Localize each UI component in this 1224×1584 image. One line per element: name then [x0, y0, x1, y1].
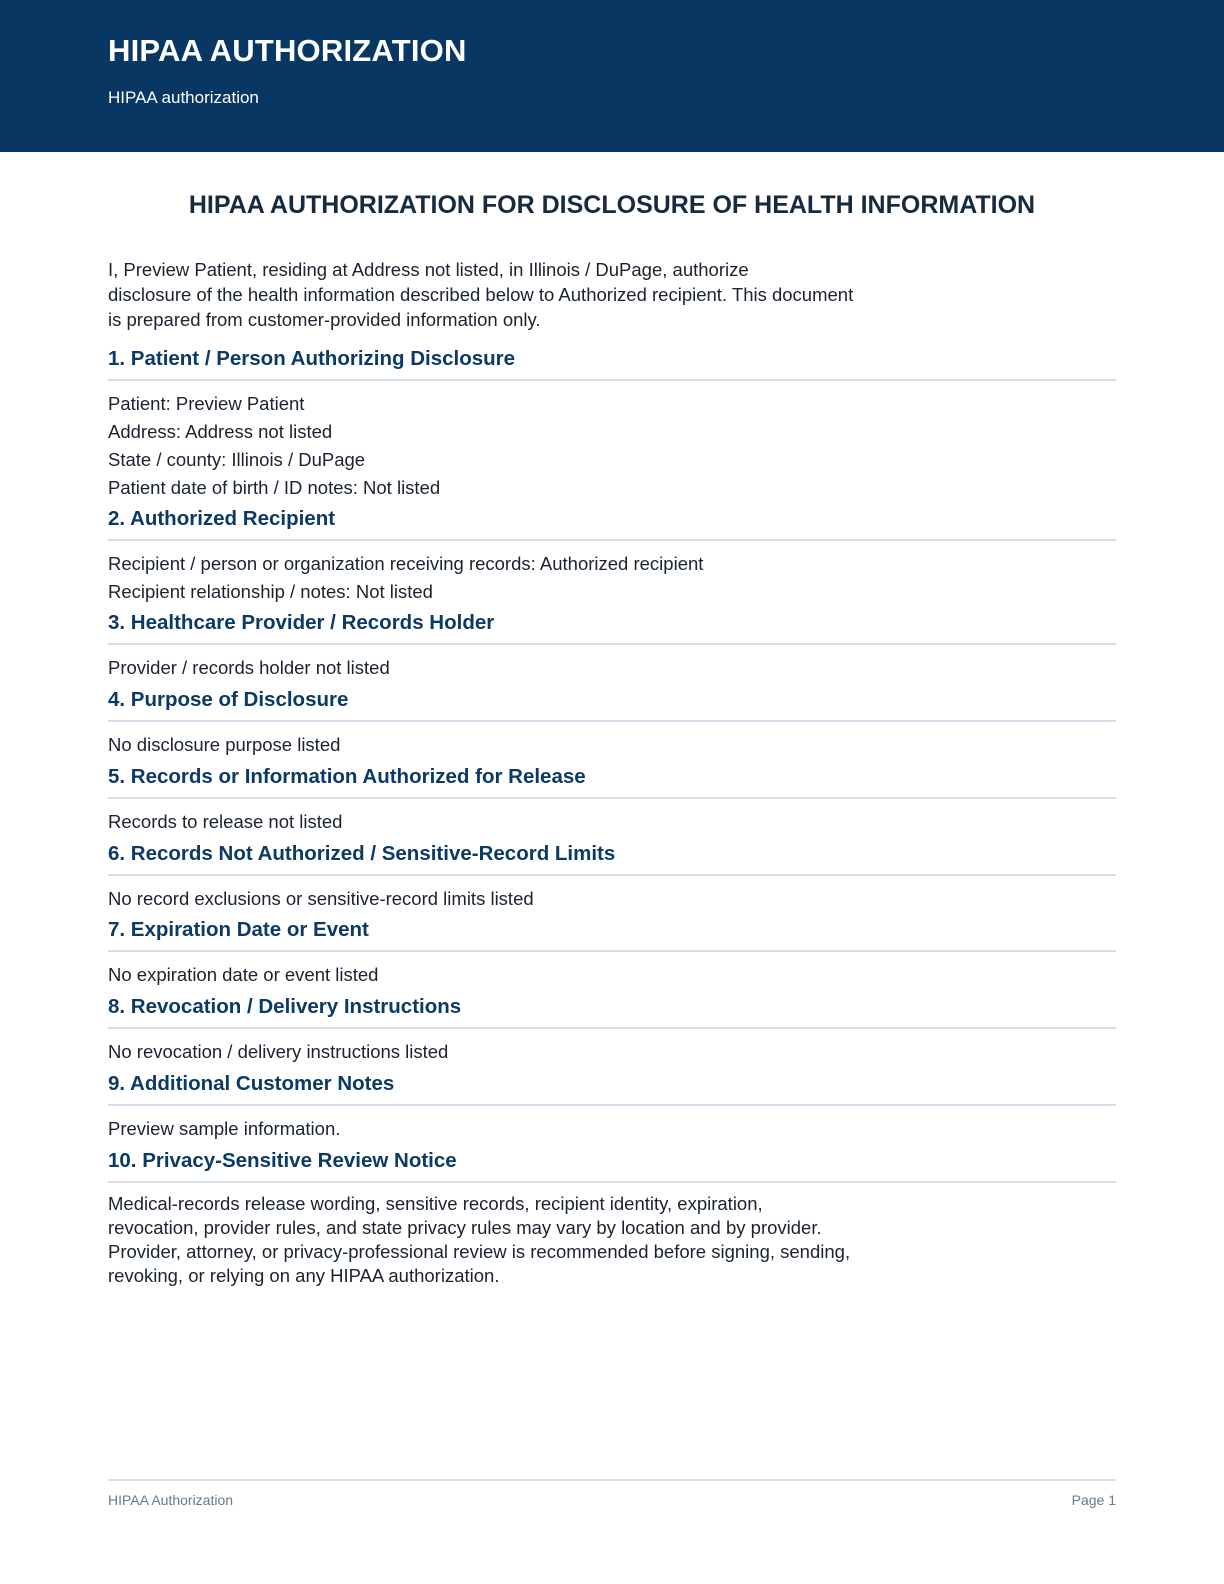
section-line: Records to release not listed — [108, 811, 343, 832]
section-divider — [108, 1181, 1116, 1183]
section-line: revoking, or relying on any HIPAA authorization. — [108, 1265, 500, 1286]
section-line: Medical-records release wording, sensitive records, recipient identity, expiration, — [108, 1193, 763, 1214]
section-line: Patient: Preview Patient — [108, 393, 305, 414]
section-line: No record exclusions or sensitive-record limits listed — [108, 888, 534, 909]
section-body — [108, 885, 1116, 913]
section-heading: 9. Additional Customer Notes — [108, 1072, 395, 1095]
section-line: Preview sample information. — [108, 1118, 341, 1139]
intro-paragraph — [108, 257, 948, 332]
section-body — [108, 550, 1116, 606]
section-heading: 5. Records or Information Authorized for Release — [108, 765, 586, 788]
section-body — [108, 1192, 1116, 1288]
section-heading: 6. Records Not Authorized / Sensitive-Record Limits — [108, 842, 616, 865]
section-purpose — [108, 686, 1116, 759]
section-heading: 1. Patient / Person Authorizing Disclosure — [108, 347, 516, 370]
footer-divider — [108, 1479, 1116, 1481]
section-line: Provider / records holder not listed — [108, 657, 390, 678]
section-body — [108, 390, 1116, 502]
section-line: No expiration date or event listed — [108, 964, 379, 985]
section-line: No revocation / delivery instructions listed — [108, 1041, 449, 1062]
section-line: Recipient / person or organization receiving records: Authorized recipient — [108, 553, 704, 574]
document-title: HIPAA AUTHORIZATION FOR DISCLOSURE OF HEALTH INFORMATION — [188, 191, 1036, 219]
header-band — [0, 0, 1224, 152]
footer-page-number: Page 1 — [1071, 1492, 1116, 1508]
section-divider — [108, 950, 1116, 952]
section-line: State / county: Illinois / DuPage — [108, 449, 366, 470]
section-body — [108, 654, 1116, 682]
section-heading: 3. Healthcare Provider / Records Holder — [108, 611, 495, 634]
section-expiration — [108, 916, 1116, 989]
section-divider — [108, 797, 1116, 799]
intro-line: is prepared from customer-provided information only. — [108, 309, 541, 330]
section-body — [108, 1115, 1116, 1143]
section-body — [108, 961, 1116, 989]
footer-document-name: HIPAA Authorization — [108, 1492, 234, 1508]
section-recipient — [108, 505, 1116, 606]
section-review-notice — [108, 1147, 1116, 1288]
section-line: Provider, attorney, or privacy-professional review is recommended before signing, sending, — [108, 1241, 851, 1262]
section-divider — [108, 379, 1116, 381]
section-heading: 7. Expiration Date or Event — [108, 918, 369, 941]
section-line: Recipient relationship / notes: Not listed — [108, 581, 433, 602]
section-line: Patient date of birth / ID notes: Not listed — [108, 477, 441, 498]
section-heading: 4. Purpose of Disclosure — [108, 688, 349, 711]
section-revocation — [108, 993, 1116, 1066]
section-divider — [108, 874, 1116, 876]
section-divider — [108, 720, 1116, 722]
section-provider — [108, 609, 1116, 682]
section-divider — [108, 1104, 1116, 1106]
section-heading: 8. Revocation / Delivery Instructions — [108, 995, 462, 1018]
section-patient — [108, 345, 1116, 502]
section-divider — [108, 643, 1116, 645]
header-title: HIPAA AUTHORIZATION — [108, 33, 467, 68]
intro-line: I, Preview Patient, residing at Address not listed, in Illinois / DuPage, authorize — [108, 259, 749, 280]
section-line: revocation, provider rules, and state privacy rules may vary by location and by provider. — [108, 1217, 822, 1238]
section-body — [108, 808, 1116, 836]
intro-line: disclosure of the health information described below to Authorized recipient. This document — [108, 284, 854, 305]
section-customer-notes — [108, 1070, 1116, 1143]
section-body — [108, 1038, 1116, 1066]
section-heading: 2. Authorized Recipient — [108, 507, 336, 530]
section-divider — [108, 539, 1116, 541]
section-heading: 10. Privacy-Sensitive Review Notice — [108, 1149, 457, 1172]
section-body — [108, 731, 1116, 759]
section-divider — [108, 1027, 1116, 1029]
section-line: Address: Address not listed — [108, 421, 333, 442]
section-records-not-authorized — [108, 840, 1116, 913]
section-records-release — [108, 763, 1116, 836]
section-line: No disclosure purpose listed — [108, 734, 341, 755]
header-subtitle: HIPAA authorization — [108, 88, 259, 107]
